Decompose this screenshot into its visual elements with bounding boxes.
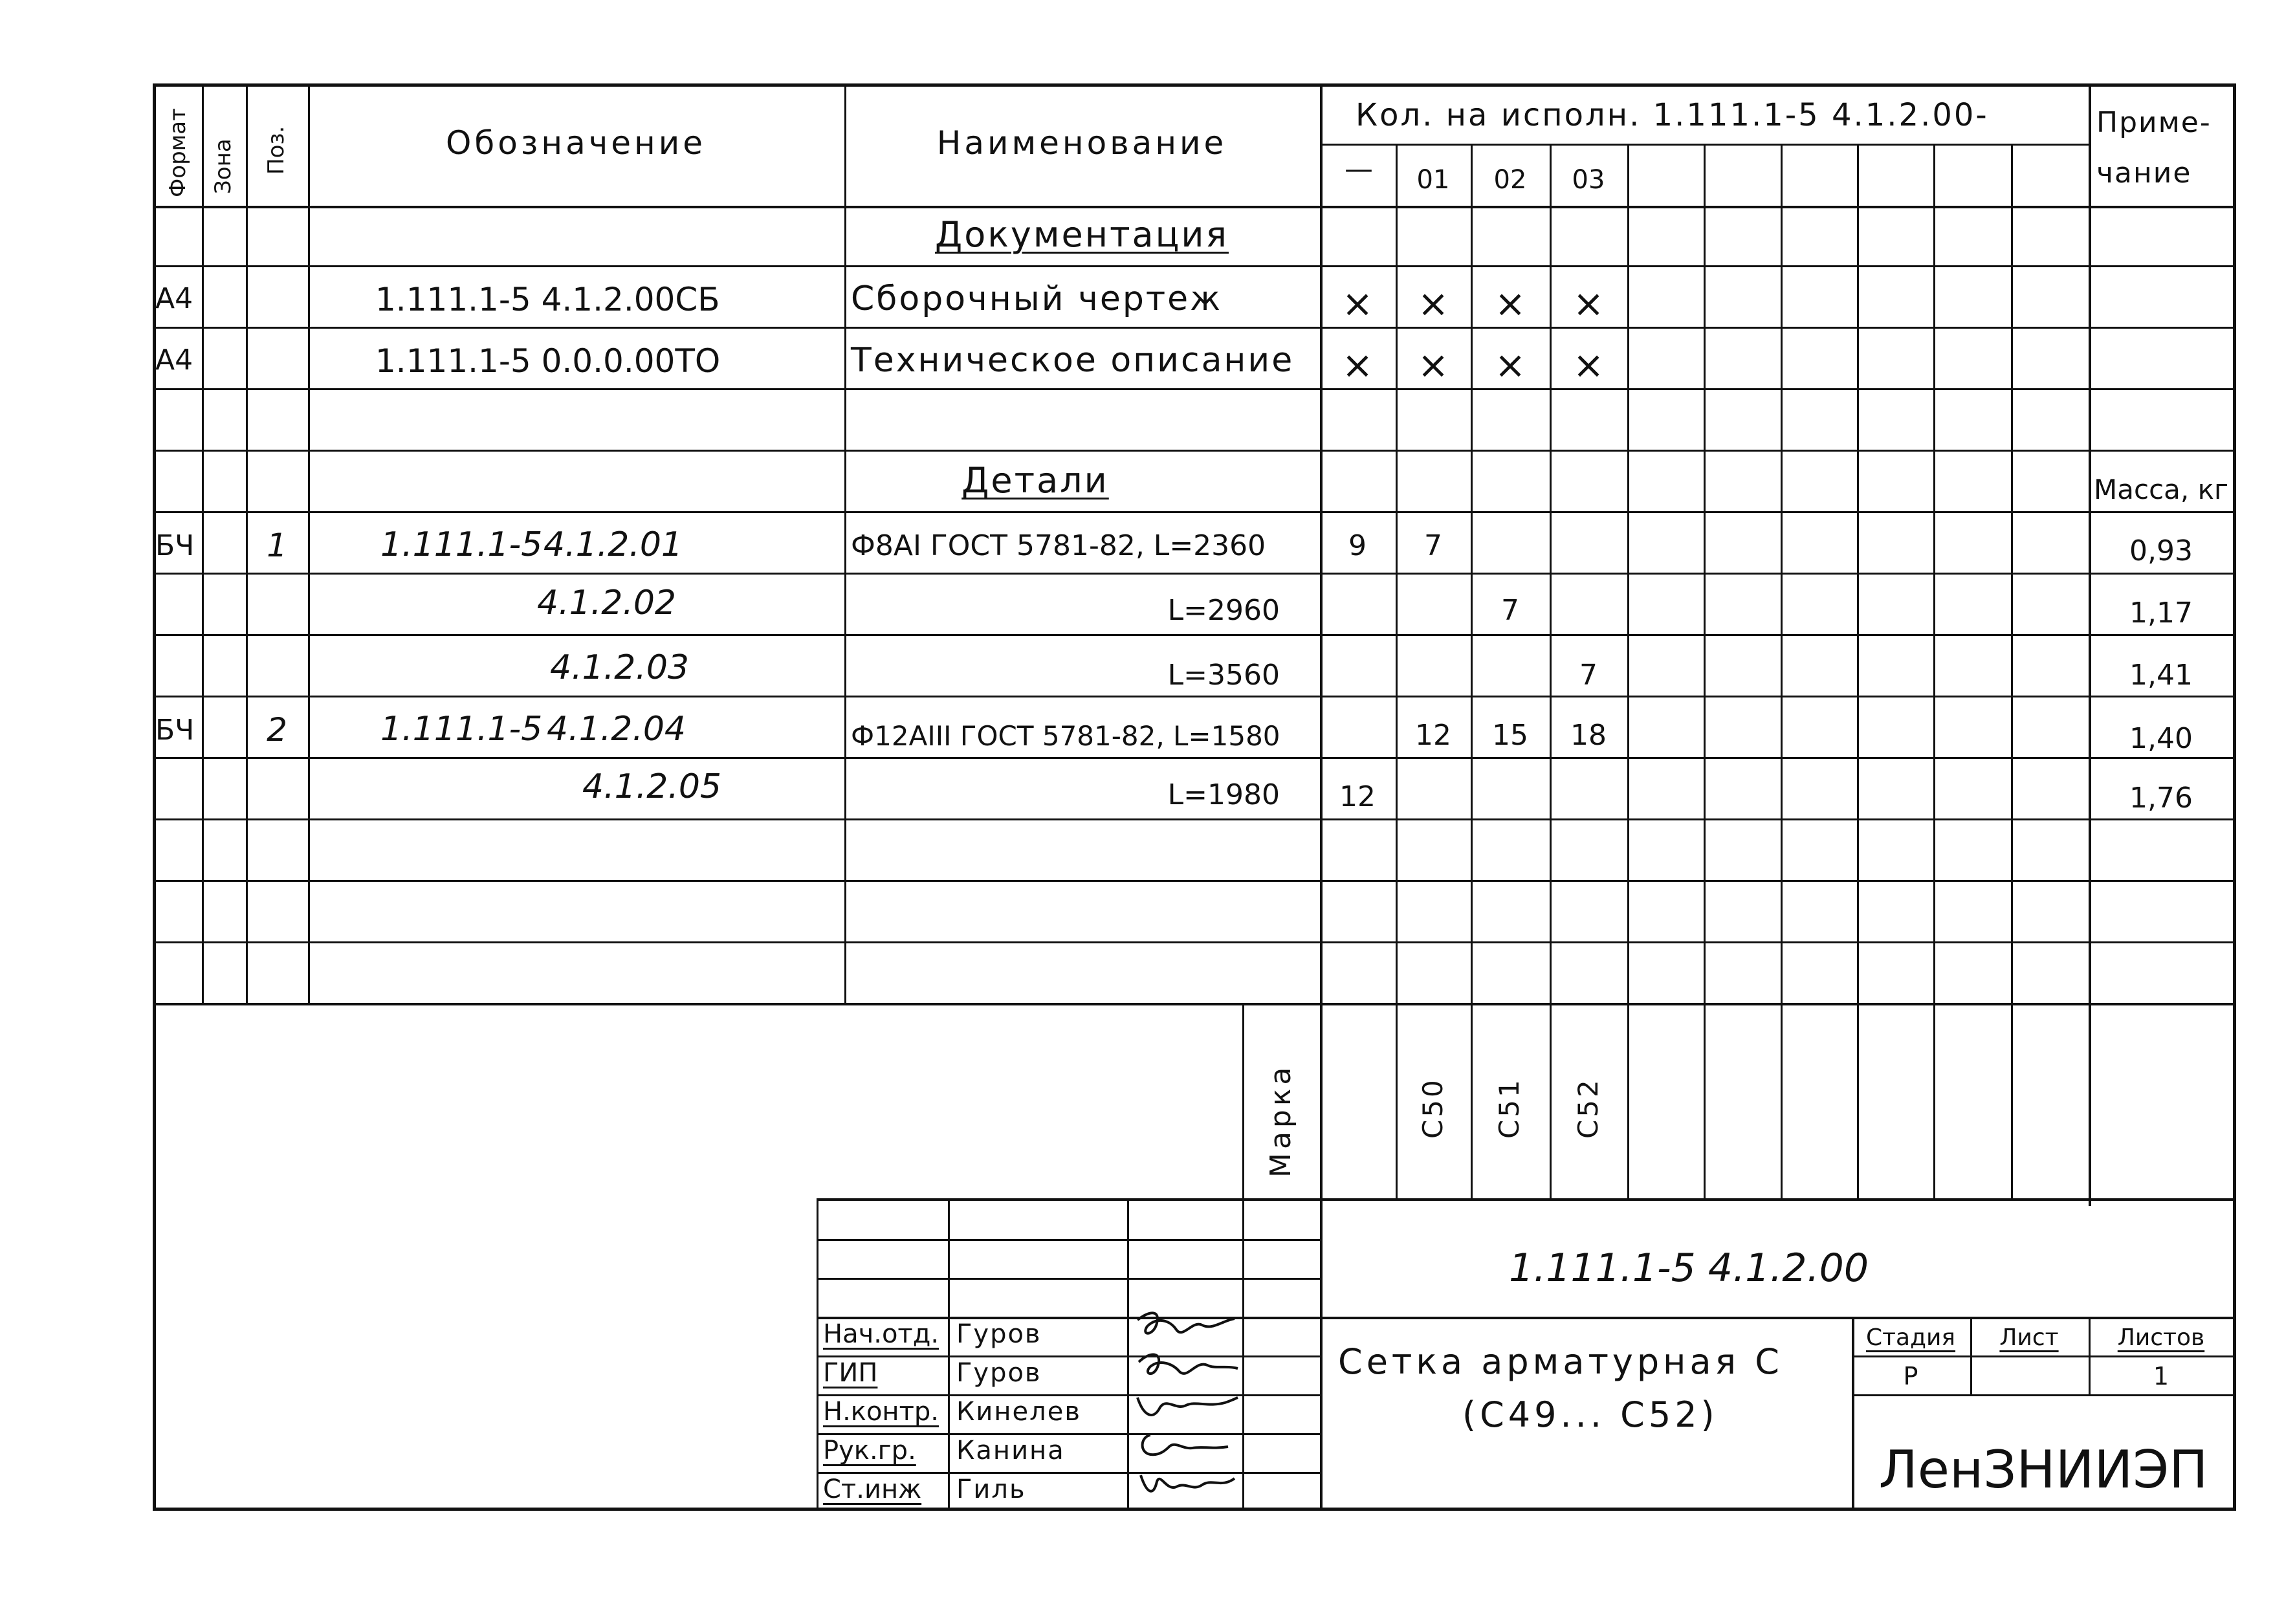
- qty-header: Кол. на исполн. 1.111.1-5 4.1.2.00-: [1356, 97, 1989, 133]
- role-person: Гиль: [956, 1475, 1026, 1504]
- col-line: [1704, 144, 1706, 1198]
- row-format: А4: [155, 282, 193, 315]
- col-format-header: Формат: [165, 108, 191, 197]
- row-line: [153, 1003, 2236, 1005]
- col-line: [2089, 83, 2091, 1206]
- row-mark: ×: [1572, 281, 1605, 325]
- col-line: [844, 83, 846, 1005]
- col-line: [1471, 144, 1473, 1198]
- row-qty: 7: [1501, 594, 1519, 627]
- tb-line: [1127, 1198, 1129, 1510]
- doc-code: 1.111.1-5 4.1.2.00: [1509, 1245, 1869, 1291]
- col-note-header-2: чание: [2096, 157, 2192, 190]
- tb-line: [817, 1394, 1323, 1396]
- col-line: [1781, 144, 1783, 1198]
- row-name: Техническое описание: [851, 341, 1295, 380]
- marka-value: С50: [1417, 1077, 1449, 1139]
- tb-line: [817, 1239, 1323, 1241]
- row-line: [153, 450, 2236, 452]
- tb-line: [2089, 1317, 2091, 1396]
- row-mark: ×: [1494, 281, 1526, 325]
- row-qty: 15: [1492, 719, 1528, 752]
- frame-right: [2233, 83, 2236, 1511]
- row-mark: ×: [1341, 343, 1374, 387]
- tb-line: [817, 1198, 2236, 1201]
- variant-header: 01: [1416, 165, 1450, 195]
- row-format: БЧ: [155, 714, 195, 747]
- tb-line: [1970, 1317, 1972, 1396]
- row-qty: 12: [1339, 780, 1376, 813]
- doc-title-line1: Сетка арматурная С: [1338, 1341, 1783, 1382]
- row-mark: ×: [1494, 343, 1526, 387]
- row-line: [153, 573, 2236, 575]
- variant-header: 02: [1493, 165, 1527, 195]
- col-line: [1550, 144, 1552, 1198]
- row-name: Сборочный чертеж: [851, 280, 1222, 318]
- tb-line: [1242, 1198, 1244, 1510]
- row-line: [153, 634, 2236, 636]
- tb-line: [1242, 1005, 1244, 1199]
- row-line: [153, 265, 2236, 267]
- section-documentation: Документация: [935, 214, 1229, 255]
- tb-line: [817, 1278, 1323, 1280]
- row-line: [153, 388, 2236, 390]
- row-designation-prefix: 1.111.1-5: [380, 710, 543, 749]
- stage-label: Стадия: [1865, 1324, 1956, 1351]
- tb-line: [948, 1198, 950, 1510]
- marka-value: С51: [1493, 1077, 1525, 1139]
- mass-label: Масса, кг: [2094, 474, 2229, 505]
- role-person: Гуров: [956, 1319, 1042, 1349]
- col-line: [1857, 144, 1859, 1198]
- variant-header: —: [1345, 153, 1373, 186]
- col-line: [1396, 144, 1398, 1198]
- sheets-label: Листов: [2117, 1324, 2205, 1351]
- row-mass: 0,93: [2129, 534, 2193, 567]
- tb-line: [817, 1433, 1323, 1435]
- col-name-header: Наименование: [936, 124, 1227, 162]
- role-person: Кинелев: [956, 1397, 1081, 1427]
- row-line: [153, 696, 2236, 697]
- doc-title-line2: (С49... С52): [1462, 1394, 1718, 1435]
- col-line: [1320, 83, 1323, 1206]
- row-mark: ×: [1417, 281, 1449, 325]
- row-name: L=3560: [1167, 659, 1280, 692]
- row-designation-code: 4.1.2.04: [547, 710, 686, 749]
- row-line: [153, 206, 2236, 208]
- row-designation-code: 4.1.2.02: [537, 584, 677, 622]
- row-mass: 1,76: [2129, 782, 2193, 815]
- row-line: [153, 757, 2236, 759]
- row-qty: 18: [1570, 719, 1607, 752]
- role-label: Ст.инж: [823, 1475, 922, 1504]
- row-line: [153, 511, 2236, 513]
- tb-line: [817, 1472, 1323, 1474]
- marka-value: С52: [1572, 1077, 1604, 1139]
- row-mass: 1,40: [2129, 722, 2193, 755]
- organization-name: ЛенЗНИИЭП: [1878, 1440, 2208, 1500]
- role-label: Н.контр.: [823, 1397, 939, 1427]
- stage-value: Р: [1903, 1362, 1918, 1390]
- frame-top: [153, 83, 2236, 87]
- col-line: [246, 83, 248, 1005]
- row-designation-prefix: 1.111.1-5: [380, 525, 543, 564]
- col-pos-header: Поз.: [263, 126, 289, 175]
- tb-line: [1852, 1317, 1854, 1511]
- row-qty: 7: [1424, 529, 1442, 562]
- tb-line: [817, 1355, 1323, 1357]
- row-designation-code: 4.1.2.03: [550, 648, 690, 687]
- sheet-label: Лист: [1999, 1324, 2059, 1351]
- row-format: БЧ: [155, 529, 195, 562]
- row-designation-code: 4.1.2.01: [544, 525, 683, 564]
- tb-line: [1852, 1355, 2236, 1357]
- row-designation: 1.111.1-5 0.0.0.00ТО: [375, 342, 721, 380]
- tb-line: [817, 1198, 818, 1510]
- role-label: ГИП: [823, 1358, 878, 1388]
- row-name: L=2960: [1167, 594, 1280, 627]
- frame-bottom: [153, 1508, 2236, 1511]
- row-qty: 12: [1415, 719, 1451, 752]
- row-format: А4: [155, 344, 193, 377]
- row-qty: 7: [1579, 659, 1598, 692]
- row-mark: ×: [1417, 343, 1449, 387]
- row-pos: 1: [267, 527, 287, 564]
- row-designation-code: 4.1.2.05: [582, 767, 722, 806]
- signature-image: [1131, 1462, 1241, 1508]
- section-details: Детали: [961, 460, 1109, 501]
- row-mark: ×: [1572, 343, 1605, 387]
- row-line: [153, 327, 2236, 329]
- tb-line: [1852, 1394, 2236, 1396]
- row-name: Ф8АI ГОСТ 5781-82, L=2360: [851, 529, 1266, 562]
- row-name: Ф12АIII ГОСТ 5781-82, L=1580: [851, 720, 1280, 752]
- role-label: Рук.гр.: [823, 1436, 916, 1465]
- role-label: Нач.отд.: [823, 1319, 939, 1349]
- variant-header: 03: [1572, 165, 1605, 195]
- row-name: L=1980: [1167, 778, 1280, 811]
- row-mass: 1,17: [2129, 597, 2193, 630]
- row-mass: 1,41: [2129, 659, 2193, 692]
- col-line: [308, 83, 310, 1005]
- col-note-header: Приме-: [2096, 106, 2212, 139]
- col-line: [2011, 144, 2013, 1198]
- row-line: [153, 941, 2236, 943]
- row-pos: 2: [267, 711, 287, 749]
- row-qty: 9: [1348, 529, 1367, 562]
- row-line: [153, 818, 2236, 820]
- role-person: Гуров: [956, 1358, 1042, 1388]
- col-designation-header: Обозначение: [446, 124, 706, 162]
- row-line: [153, 880, 2236, 882]
- row-designation: 1.111.1-5 4.1.2.00СБ: [375, 281, 720, 318]
- sheets-value: 1: [2153, 1362, 2169, 1390]
- tb-line: [1320, 1198, 1323, 1510]
- row-mark: ×: [1341, 281, 1374, 325]
- col-line: [1933, 144, 1935, 1198]
- col-line: [202, 83, 204, 1005]
- marka-label: Марка: [1264, 1063, 1297, 1178]
- role-person: Канина: [956, 1436, 1065, 1465]
- col-zone-header: Зона: [210, 138, 236, 194]
- col-line: [1627, 144, 1629, 1198]
